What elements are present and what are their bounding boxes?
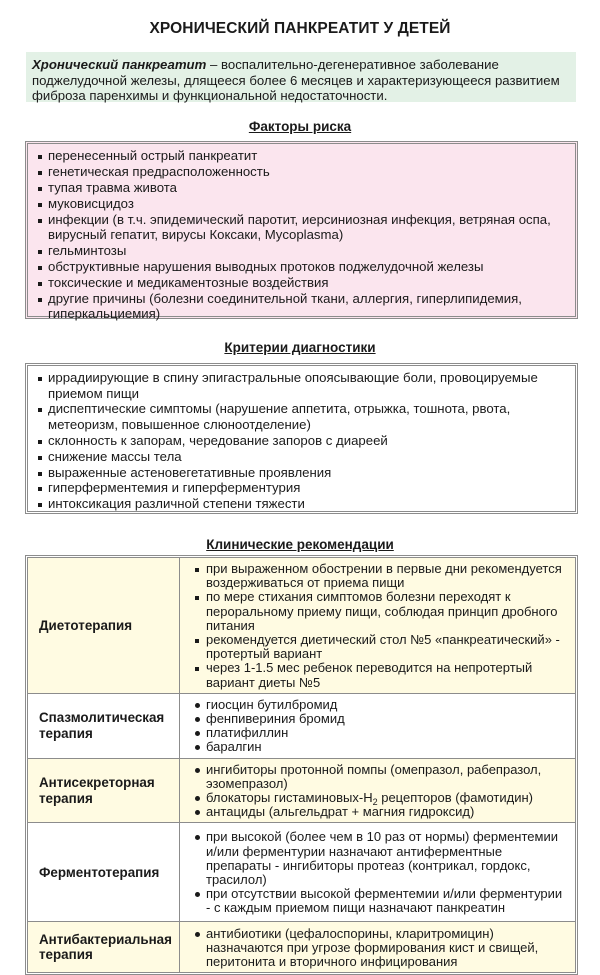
list-item-text: интоксикация различной степени тяжести [48,496,305,512]
list-item-text: гиперферментемия и гиперферментурия [48,480,301,496]
list-item-text: иррадиирующие в спину эпигастральные опоясывающие боли, провоцируемые приемом пищи [48,370,538,401]
square-bullet-icon [38,250,42,254]
list-item [195,712,569,726]
list-item [38,465,567,481]
list-item-text: при отсутствии высокой ферментемии и/или ферментурии - с каждым приемом пищи назначают панкреатин [206,886,563,916]
list-item [195,726,569,740]
list-item-text: платифиллин [206,725,289,741]
list-item-text: гиосцин бутилбромид [206,696,338,712]
square-bullet-icon [38,408,42,412]
list-item-text: фенпивериния бромид [206,711,345,727]
round-bullet-icon [195,768,200,773]
list-item-text: генетическая предрасположенность [48,163,270,179]
list-item-text-suffix: рецепторов (фамотидин) [377,790,533,806]
list-item-text: антациды (альгельдрат + магния гидроксид) [206,804,475,820]
row-label: Спазмолитическая терапия [28,694,180,759]
row-content [180,694,575,759]
list-item-text: муковисцидоз [48,195,134,211]
list-item-text: склонность к запорам, чередование запоров с диареей [48,432,388,448]
square-bullet-icon [38,503,42,507]
round-bullet-icon [195,731,200,736]
list-item-text: через 1-1.5 мес ребенок переводится на непротертый вариант диеты №5 [206,660,533,690]
square-bullet-icon [38,155,42,159]
list-item [38,164,567,180]
diagnostic-criteria-list [38,370,567,512]
list-item-text: по мере стихания симптомов болезни переходят к пероральному приему пищи, соблюдая принцип дробного питания [206,589,558,633]
list-item-text: перенесенный острый панкреатит [48,148,258,163]
definition-text: – воспалительно-дегенеративное заболевание поджелудочной железы, длящееся более 6 месяцев и характеризующееся развитием фиброза паренхимы и функциональной недостаточности. [32,57,560,103]
list-item [195,590,569,633]
definition-term: Хронический панкреатит [32,57,207,72]
risk-factors-box [25,141,578,322]
row-label: Антибактериальная терапия [28,922,180,972]
list-item [195,805,569,819]
list-item-text: ингибиторы протонной помпы (омепразол, рабепразол, эзомепразол) [206,761,542,791]
list-item [38,291,567,322]
square-bullet-icon [38,219,42,223]
risk-factors-list [38,148,567,322]
list-item [195,661,569,689]
diagnostic-criteria-box [25,363,578,514]
table-row [28,922,575,972]
list-item [38,401,567,432]
round-bullet-icon [195,717,200,722]
list-item-text: тупая травма живота [48,179,178,195]
list-item [38,259,567,275]
square-bullet-icon [38,266,42,270]
round-bullet-icon [195,932,200,937]
diagnostic-criteria-heading: Критерии диагностики [224,340,376,355]
list-item-text: диспептические симптомы (нарушение аппетита, отрыжка, тошнота, рвота, метеоризм, повышенное слюноотделение) [48,401,511,432]
round-bullet-icon [195,810,200,815]
list-item [38,496,567,512]
square-bullet-icon [38,456,42,460]
list-item [195,887,569,915]
list-item-text: обструктивные нарушения выводных протоков поджелудочной железы [48,258,484,274]
row-content [180,558,575,694]
list-item [38,196,567,212]
list-item [195,562,569,590]
list-item-text: другие причины (болезни соединительной ткани, аллергия, гиперлипидемия, гиперкальциемия) [48,290,522,322]
row-label: Антисекреторная терапия [28,759,180,824]
row-content [180,759,575,824]
list-item [38,180,567,196]
table-row [28,694,575,759]
round-bullet-icon [195,892,200,897]
list-item-text: баралгин [206,739,262,755]
list-item-text: гельминтозы [48,242,127,258]
list-item-text: рекомендуется диетический стол №5 «панкреатический» - протертый вариант [206,632,560,662]
square-bullet-icon [38,440,42,444]
round-bullet-icon [195,835,200,840]
list-item [38,275,567,291]
square-bullet-icon [38,298,42,302]
page-title: ХРОНИЧЕСКИЙ ПАНКРЕАТИТ У ДЕТЕЙ [149,20,451,37]
square-bullet-icon [38,377,42,381]
square-bullet-icon [38,472,42,476]
risk-factors-heading: Факторы риска [248,119,352,134]
round-bullet-icon [195,745,200,750]
square-bullet-icon [38,187,42,191]
list-item-text: блокаторы гистаминовых-H [206,790,373,806]
list-item-text: антибиотики (цефалоспорины, кларитромицин) назначаются при угрозе формирования кист и свищей, перитонита и вторичного инфицирования [206,925,539,970]
table-row [28,558,575,694]
row-content [180,823,575,922]
list-item-text: снижение массы тела [48,448,182,464]
subscript: 2 [372,797,378,808]
list-item [195,763,569,791]
list-item [38,370,567,401]
square-bullet-icon [38,171,42,175]
recommendations-table [25,555,578,975]
list-item [195,740,569,754]
square-bullet-icon [195,667,199,671]
row-label: Ферментотерапия [28,823,180,922]
list-item [38,243,567,259]
list-item [38,212,567,243]
recommendations-heading: Клинические рекомендации [206,537,394,552]
square-bullet-icon [38,487,42,491]
square-bullet-icon [38,203,42,207]
list-item [195,790,569,808]
square-bullet-icon [195,568,199,572]
table-row [28,823,575,922]
square-bullet-icon [195,596,199,600]
list-item-text: токсические и медикаментозные воздействия [48,274,329,290]
list-item-text: при выраженном обострении в первые дни рекомендуется воздерживаться от приема пищи [206,561,562,591]
definition-box [26,52,576,102]
round-bullet-icon [195,703,200,708]
row-label: Диетотерапия [28,558,180,694]
list-item [38,148,567,164]
list-item [38,433,567,449]
list-item-text: выраженные астеновегетативные проявления [48,464,332,480]
round-bullet-icon [195,796,200,801]
list-item-text: инфекции (в т.ч. эпидемический паротит, иерсиниозная инфекция, ветряная оспа, вирусный гепатит, вирусы Коксаки, Mycoplasma) [48,211,551,243]
table-row [28,759,575,824]
list-item [195,698,569,712]
square-bullet-icon [38,282,42,286]
list-item [38,449,567,465]
list-item-text: при высокой (более чем в 10 раз от нормы) ферментемии и/или ферментурии назначают антиферментные препараты - ингибиторы протеаз (контрикал, гордокс, трасилол) [206,829,558,887]
list-item [195,830,569,887]
list-item [195,927,569,970]
square-bullet-icon [195,639,199,643]
list-item [38,480,567,496]
row-content [180,922,575,972]
list-item [195,633,569,661]
